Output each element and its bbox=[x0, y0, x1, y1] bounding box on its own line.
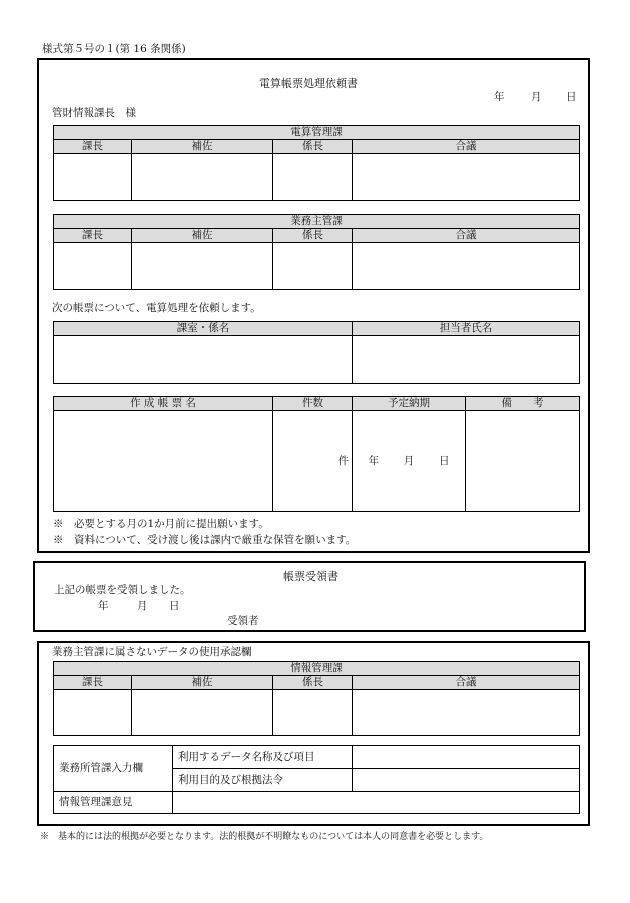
col-header: 課長 bbox=[54, 140, 132, 154]
stamp-cell[interactable] bbox=[273, 690, 353, 736]
stamp-cell[interactable] bbox=[132, 690, 273, 736]
stamp-cell[interactable] bbox=[273, 154, 353, 201]
opinion-input[interactable] bbox=[173, 792, 580, 814]
date-day-label: 日 bbox=[566, 91, 577, 103]
col-header: 補佐 bbox=[132, 229, 273, 243]
stamp-cell[interactable] bbox=[54, 243, 132, 290]
col-header: 課室・係名 bbox=[54, 322, 353, 336]
col-header: 係長 bbox=[273, 229, 353, 243]
col-header: 課長 bbox=[54, 676, 132, 690]
data-approval-form bbox=[37, 641, 590, 826]
receipt-day-label: 日 bbox=[169, 600, 180, 612]
due-date-input[interactable] bbox=[353, 411, 466, 512]
stamp-cell[interactable] bbox=[54, 690, 132, 736]
purpose-label: 利用目的及び根拠法令 bbox=[173, 769, 353, 792]
col-header: 合議 bbox=[353, 229, 580, 243]
stamp-cell[interactable] bbox=[132, 154, 273, 201]
stamp-cell[interactable] bbox=[273, 243, 353, 290]
request-text: 次の帳票について、電算処理を依頼します。 bbox=[52, 302, 261, 314]
count-unit: 件 bbox=[338, 454, 349, 467]
stamp-cell[interactable] bbox=[54, 154, 132, 201]
input-section-label: 業務所管課入力欄 bbox=[54, 746, 173, 792]
due-day-label: 日 bbox=[438, 454, 450, 467]
receipt-month-label: 月 bbox=[137, 600, 148, 612]
col-header: 合議 bbox=[353, 140, 580, 154]
remarks-input[interactable] bbox=[466, 411, 580, 512]
note-2: ※ 資料について、受け渡し後は課内で厳重な保管を願います。 bbox=[53, 534, 357, 546]
data-usage-table bbox=[53, 745, 580, 814]
computing-approval-table bbox=[53, 125, 580, 201]
info-approval-table bbox=[53, 661, 580, 736]
col-header: 作 成 帳 票 名 bbox=[54, 397, 273, 411]
stamp-cell[interactable] bbox=[132, 243, 273, 290]
form-title: 電算帳票処理依頼書 bbox=[259, 77, 358, 90]
receipt-year-label: 年 bbox=[98, 600, 109, 612]
receipt-form bbox=[33, 561, 586, 632]
date-year-label: 年 bbox=[494, 91, 505, 103]
note-1: ※ 必要とする月の1か月前に提出願います。 bbox=[53, 518, 269, 530]
col-header: 課長 bbox=[54, 229, 132, 243]
stamp-cell[interactable] bbox=[353, 690, 580, 736]
receipt-title: 帳票受領書 bbox=[283, 570, 338, 583]
receiver-label: 受領者 bbox=[227, 615, 259, 627]
due-year-label: 年 bbox=[368, 454, 380, 467]
department-table bbox=[53, 321, 580, 384]
request-form bbox=[37, 58, 590, 553]
opinion-label: 情報管理課意見 bbox=[54, 792, 173, 814]
col-header: 件数 bbox=[273, 397, 353, 411]
report-table bbox=[53, 396, 580, 512]
col-header: 担当者氏名 bbox=[353, 322, 580, 336]
stamp-cell[interactable] bbox=[353, 243, 580, 290]
person-in-charge-input[interactable] bbox=[353, 336, 580, 384]
department-input[interactable] bbox=[54, 336, 353, 384]
approval-title: 業務主管課に属さないデータの使用承認欄 bbox=[52, 646, 252, 658]
due-month-label: 月 bbox=[403, 454, 415, 467]
col-header: 係長 bbox=[273, 140, 353, 154]
section-header: 電算管理課 bbox=[54, 126, 580, 140]
count-input[interactable] bbox=[273, 411, 353, 512]
receipt-text: 上記の帳票を受領しました。 bbox=[54, 584, 191, 596]
col-header: 係長 bbox=[273, 676, 353, 690]
col-header: 合議 bbox=[353, 676, 580, 690]
footnote: ※ 基本的には法的根拠が必要となります。法的根拠が不明瞭なものについては本人の同意書を必要とします。 bbox=[40, 832, 489, 842]
date-month-label: 月 bbox=[531, 91, 542, 103]
data-items-label: 利用するデータ名称及び項目 bbox=[173, 746, 353, 769]
form-number: 様式第５号の１(第 16 条関係) bbox=[42, 43, 186, 55]
section-header: 業務主管課 bbox=[54, 215, 580, 229]
col-header: 予定納期 bbox=[353, 397, 466, 411]
col-header: 補佐 bbox=[132, 676, 273, 690]
report-name-input[interactable] bbox=[54, 411, 273, 512]
col-header: 補佐 bbox=[132, 140, 273, 154]
stamp-cell[interactable] bbox=[353, 154, 580, 201]
section-header: 情報管理課 bbox=[54, 662, 580, 676]
data-items-input[interactable] bbox=[353, 746, 580, 769]
col-header: 備 考 bbox=[466, 397, 580, 411]
purpose-input[interactable] bbox=[353, 769, 580, 792]
business-approval-table bbox=[53, 214, 580, 290]
addressee: 管財情報課長 様 bbox=[52, 107, 136, 119]
